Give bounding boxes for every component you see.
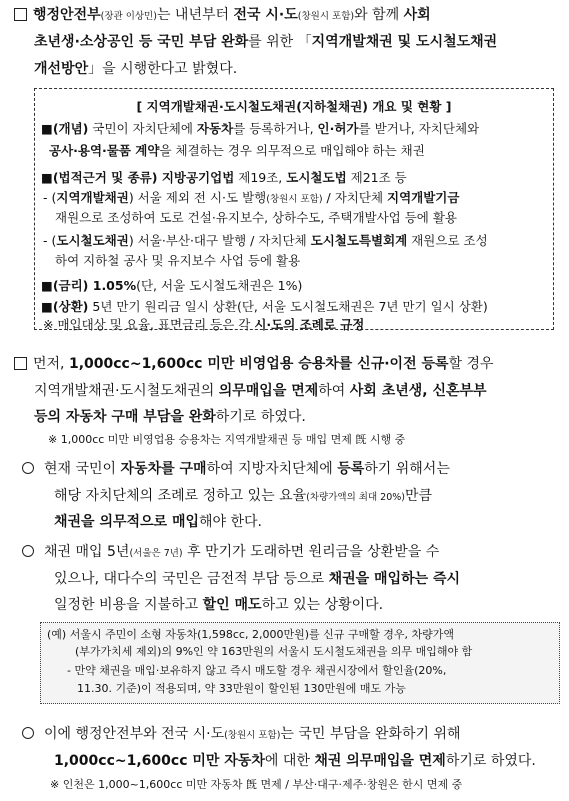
p1-line-2: 지역개발채권·도시철도채권의 의무매입을 면제하여 사회 초년생, 신혼부부	[34, 383, 487, 399]
box-subway-line-1: - (도시철도채권) 서울·부산·대구 발행 / 자치단체 도시철도특별회계 재원으로 조성	[43, 233, 488, 248]
lead-line-1: 행정안전부(장관 이상민)는 내년부터 전국 시·도(창원시 포함)와 함께 사회	[14, 8, 431, 22]
c3-line-1: 이에 행정안전부와 전국 시·도(창원시 포함)는 국민 부담을 완화하기 위해	[22, 727, 461, 741]
c2-line-3: 일정한 비용을 지불하고 할인 매도하고 있는 상황이다.	[54, 597, 384, 613]
circle-bullet-icon	[22, 545, 34, 557]
box-regional-line-2: 재원으로 조성하여 도로 건설·유지보수, 상하수도, 주택개발사업 등에 활용	[55, 210, 457, 225]
example-box	[40, 622, 560, 704]
p1-note: ※ 1,000cc 미만 비영업용 승용차는 지역개발채권 등 매입 면제 旣 시행 중	[48, 433, 406, 446]
box-repay-line: ■(상환) 5년 만기 원리금 일시 상환(단, 서울 도시철도채권은 7년 만기 일시 상환)	[41, 299, 488, 314]
p1-line-3: 등의 자동차 구매 부담을 완화하기로 하였다.	[34, 409, 306, 425]
square-bullet-icon	[14, 357, 27, 370]
c1-line-2: 해당 자치단체의 조례로 정하고 있는 요율(차량가액의 최대 20%)만큼	[54, 488, 433, 504]
box-def-line-2: 공사·용역·물품 계약을 체결하는 경우 의무적으로 매입해야 하는 채권	[49, 143, 425, 158]
c2-line-1: 채권 매입 5년(서울은 7년) 후 만기가 도래하면 원리금을 상환받을 수	[22, 545, 439, 559]
box-def-line-1: ■(개념) 국민이 자치단체에 자동차를 등록하거나, 인·허가를 받거나, 자치단체와	[41, 121, 480, 136]
c1-line-3: 채권을 의무적으로 매입해야 한다.	[54, 514, 262, 530]
overview-box-title: [ 지역개발채권·도시철도채권(지하철채권) 개요 및 현황 ]	[136, 99, 452, 114]
c3-note: ※ 인천은 1,000~1,600cc 미만 자동차 旣 면제 / 부산·대구·제주·창원은 한시 면제 중	[50, 778, 463, 791]
p1-line-1: 먼저, 1,000cc~1,600cc 미만 비영업용 승용차를 신규·이전 등록할 경우	[14, 357, 494, 371]
circle-bullet-icon	[22, 727, 34, 739]
box-regional-line-1: - (지역개발채권) 서울 제외 전 시·도 발행(창원시 포함) / 자치단체 지역개발기금	[43, 190, 460, 205]
example-line-1: (예) 서울시 주민이 소형 자동차(1,598cc, 2,000만원)를 신규 구매할 경우, 차량가액	[47, 628, 454, 641]
box-note-line: ※ 매입대상 및 요율, 표면금리 등은 각 시·도의 조례로 규정	[43, 317, 365, 332]
square-bullet-icon	[14, 8, 27, 21]
box-rate-line: ■(금리) 1.05%(단, 서울 도시철도채권은 1%)	[41, 278, 303, 293]
example-line-3: - 만약 채권을 매입·보유하지 않고 즉시 매도할 경우 채권시장에서 할인율(20%,	[67, 664, 447, 677]
lead-line-3: 개선방안」을 시행한다고 밝혔다.	[34, 61, 238, 77]
overview-box	[34, 88, 554, 330]
c3-line-2: 1,000cc~1,600cc 미만 자동차에 대한 채권 의무매입을 면제하기로 하였다.	[54, 753, 536, 769]
lead-line-2: 초년생·소상공인 등 국민 부담 완화를 위한 「지역개발채권 및 도시철도채권	[34, 34, 498, 50]
c1-line-1: 현재 국민이 자동차를 구매하여 지방자치단체에 등록하기 위해서는	[22, 462, 450, 476]
box-subway-line-2: 하여 지하철 공사 및 유지보수 사업 등에 활용	[55, 253, 301, 268]
c2-line-2: 있으나, 대다수의 국민은 금전적 부담 등으로 채권을 매입하는 즉시	[54, 571, 461, 587]
circle-bullet-icon	[22, 462, 34, 474]
example-line-2: (부가가치세 제외)의 9%인 약 163만원의 서울시 도시철도채권을 의무 매입해야 함	[75, 645, 473, 658]
example-line-4: 11.30. 기준)이 적용되며, 약 33만원이 할인된 130만원에 매도 가능	[77, 682, 406, 695]
box-law-line: ■(법적근거 및 종류) 지방공기업법 제19조, 도시철도법 제21조 등	[41, 170, 407, 185]
